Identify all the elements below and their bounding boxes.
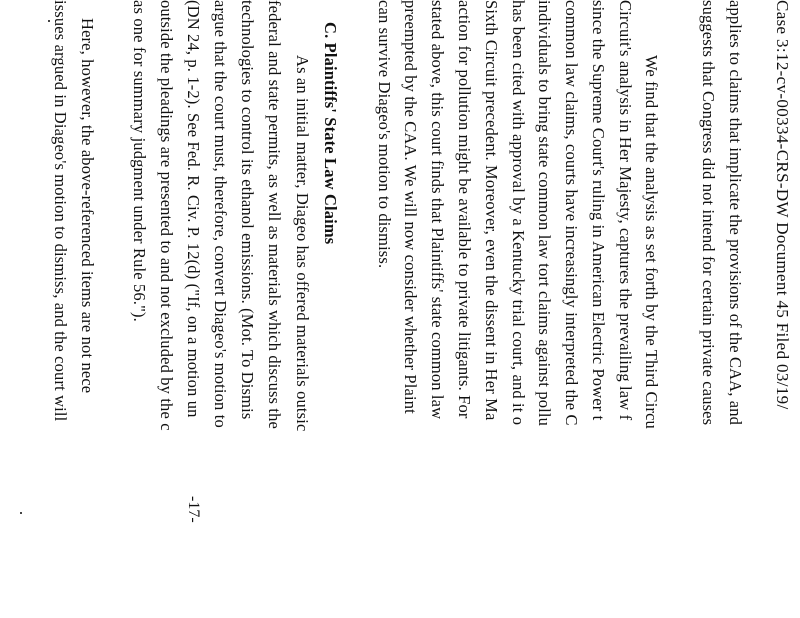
case-header: Case 3:12-cv-00334-CRS-DW Document 45 Filed 03/19/ <box>773 0 792 410</box>
text-line-22: issues argued in Diageo's motion to dismiss, and the court will <box>51 0 70 422</box>
text-line-11: stated above, this court finds that Plaintiffs' state common law <box>428 0 447 420</box>
text-line-3: We find that the analysis as set forth by the Third Circu <box>642 55 661 429</box>
text-line-4: Circuit's analysis in Her Majesty, captures the prevailing law f <box>616 0 635 421</box>
text-line-10: action for pollution might be available to private litigants. For <box>455 0 474 419</box>
text-line-15: federal and state permits, as well as materials which discuss the <box>265 0 284 429</box>
text-line-2: suggests that Congress did not intend for certain private causes <box>699 0 718 426</box>
text-line-16: technologies to control its ethanol emissions. (Mot. To Dismis <box>238 0 257 420</box>
text-line-20: as one for summary judgment under Rule 56."). <box>130 0 149 322</box>
text-line-18: (DN 24, p. 1-2). See Fed. R. Civ. P. 12(d) ("If, on a motion un <box>184 0 203 418</box>
text-line-9: Sixth Circuit precedent. Moreover, even the dissent in Her Ma <box>482 0 501 421</box>
text-line-5: since the Supreme Court's ruling in American Electric Power t <box>589 0 608 421</box>
text-line-17: argue that the court must, therefore, convert Diageo's motion to <box>211 0 230 428</box>
text-line-6: common law claims, courts have increasingly interpreted the C <box>562 0 581 426</box>
text-line-1: applies to claims that implicate the provisions of the CAA, and <box>726 0 745 426</box>
scan-speck <box>48 20 50 22</box>
text-line-7: individuals to bring state common law tort claims against pollu <box>535 0 554 427</box>
page-number: -17- <box>185 496 202 523</box>
text-line-12: preempted by the CAA. We will now consider whether Plaint <box>401 0 420 414</box>
text-line-13: can survive Diageo's motion to dismiss. <box>375 0 394 269</box>
text-line-8: has been cited with approval by a Kentucky trial court, and it o <box>509 0 528 426</box>
section-heading: C. Plaintiffs' State Law Claims <box>321 22 340 245</box>
text-line-19: outside the pleadings are presented to and not excluded by the c <box>157 0 176 431</box>
text-line-14: As an initial matter, Diageo has offered materials outsic <box>293 55 312 432</box>
scan-speck <box>20 512 22 514</box>
text-line-21: Here, however, the above-referenced items are not nece <box>78 18 97 394</box>
